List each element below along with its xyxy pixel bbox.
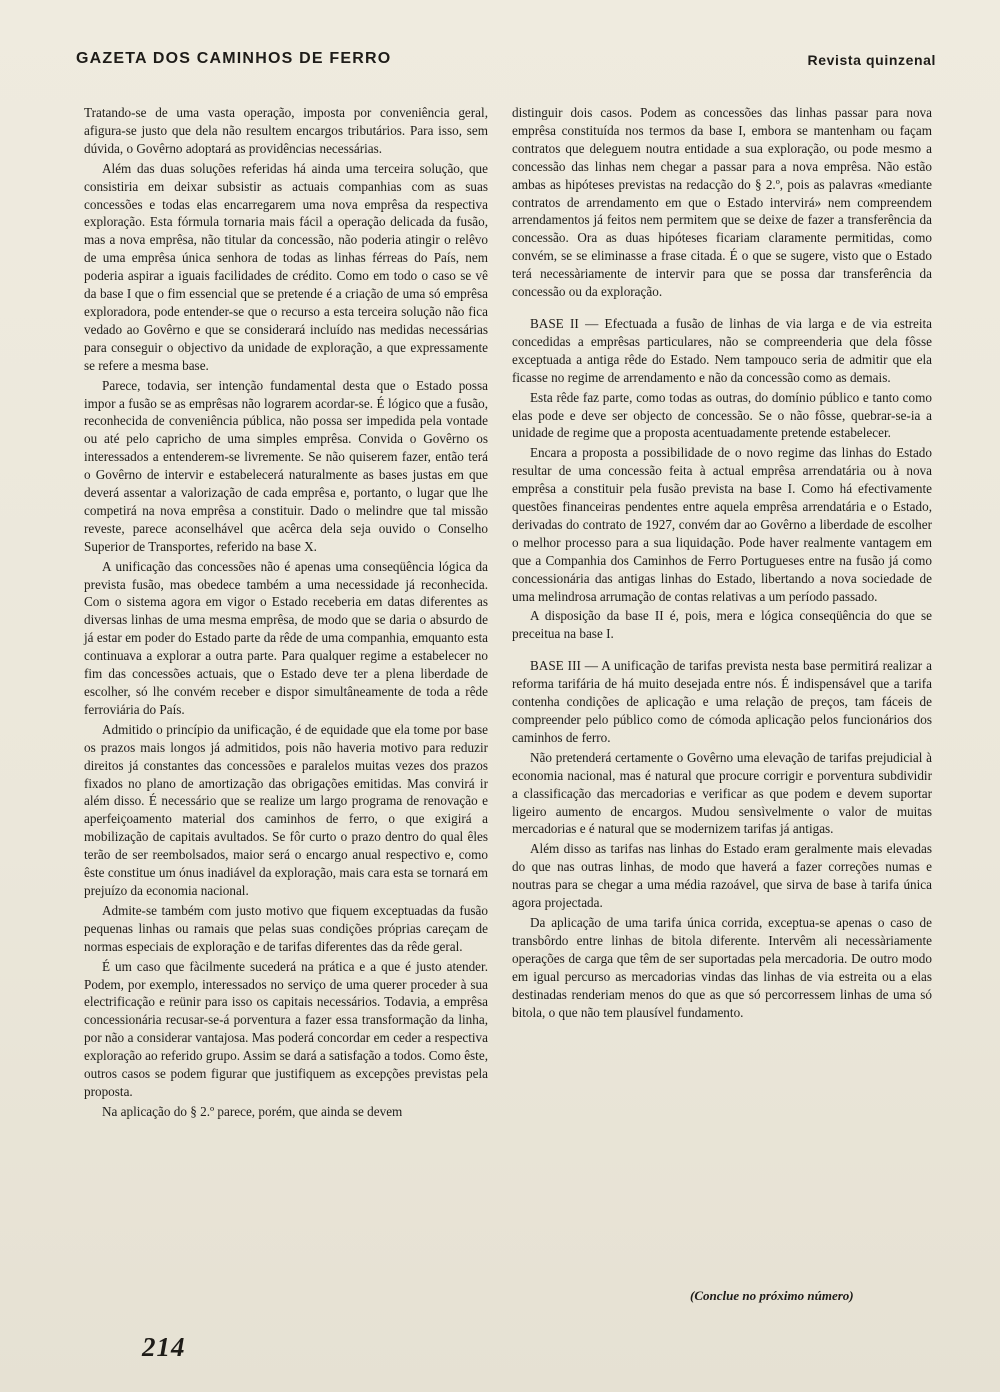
continuation-note: (Conclue no próximo número) xyxy=(690,1288,854,1303)
left-column xyxy=(84,104,488,1123)
paragraph: Além disso as tarifas nas linhas do Estado eram geralmente mais elevadas do que nas outras linhas, de modo que haverá a fazer correções numas e noutras para se chegar a uma média razoável, que sirva de base à tarifa única agora projectada. xyxy=(512,841,932,911)
paragraph: distinguir dois casos. Podem as concessões das linhas passar para nova emprêsa constituída nos termos da base I, embora se mantenham ou façam contratos que deleguem noutra entidade a sua exploração, ou pode mesmo a concessão das linhas nem chegar a passar para a nova emprêsa. Não estão ambas as hipóteses previstas na redacção do § 2.º, pois as palavras «mediante contratos de arrendamento em que o Estado intervirá» nem compreendem arrendamentos já feitos nem permitem que se deixe de fazer a transferência da concessão. Ora as duas hipóteses ficariam claramente permitidas, como convém, se se eliminasse a frase citada. É o que se sugere, visto que o Estado terá necessàriamente de intervir para que se possa dar transferência da concessão ou da exploração. xyxy=(512,105,932,300)
paragraph: Tratando-se de uma vasta operação, imposta por conveniência geral, afigura-se justo que dela não resultem encargos tributários. Para isso, sem dúvida, o Govêrno adoptará as providências necessárias. xyxy=(84,105,488,156)
page-header xyxy=(76,50,936,74)
paragraph: Parece, todavia, ser intenção fundamental desta que o Estado possa impor a fusão se as emprêsas não lograrem acordar-se. É lógico que a fusão, reconhecida de conveniência pública, não possa ser impedida pela vontade ou até pelo capricho de uma simples emprêsa. Convida o Govêrno os interessados a entenderem-se livremente. Se não quiserem fazer, então terá o Govêrno de intervir e estabelecerá naturalmente as bases justas em que deverá assentar a valorização de cada emprêsa e, portanto, o lugar que lhe competirá na nova emprêsa a constituir. Dado o melindre que tal missão reveste, parece aconselhável que acêrca dela seja ouvido o Conselho Superior de Transportes, referido na base X. xyxy=(84,377,488,554)
paragraph-base-iii: BASE III — A unificação de tarifas prevista nesta base permitirá realizar a reforma tarifária de há muito desejada entre nós. É indispensável que a tarifa contenha condições de aplicação e uma relação de preços, tam fáceis de compreender pelo público como de cómoda aplicação pelos funcionários dos caminhos de ferro. xyxy=(512,658,932,745)
paragraph: Admite-se também com justo motivo que fiquem exceptuadas da fusão pequenas linhas ou ramais que pelas suas condições próprias careçam de normas especiais de exploração e de tarifas diferentes das da rêde geral. xyxy=(84,902,488,954)
paragraph: A disposição da base II é, pois, mera e lógica conseqüência do que se preceitua na base I. xyxy=(512,608,932,642)
right-column xyxy=(512,104,932,1023)
paragraph: Esta rêde faz parte, como todas as outras, do domínio público e tanto como elas pode e deve ser objecto de concessão. Se o não fôsse, quebrar-se-ia a unidade de regime que a proposta acentuadamente pretende estabelecer. xyxy=(512,389,932,441)
journal-title: GAZETA DOS CAMINHOS DE FERRO xyxy=(76,50,392,67)
page-number: 214 xyxy=(142,1332,186,1362)
paragraph: Encara a proposta a possibilidade de o novo regime das linhas do Estado resultar de uma concessão feita à actual emprêsa arrendatária ou à nova emprêsa a constituir pela fusão prevista na base I. Como há efectivamente questões financeiras pendentes entre aquela emprêsa arrendatária e o Estado, derivadas do contrato de 1927, convém dar ao Govêrno a liberdade de escolher o melhor processo para a sua liquidação. Pode haver realmente vantagem em que a Companhia dos Caminhos de Ferro Portugueses entre na fusão já como concessionária das antigas linhas do Estado, libertando a nova sociedade de uma melindrosa arrumação de contas relativas a um período passado. xyxy=(512,445,932,604)
paragraph: Admitido o princípio da unificação, é de equidade que ela tome por base os prazos mais longos já admitidos, pois não haveria motivo para reduzir direitos já constantes das concessões e paralelos muitas vezes dos prazos fixados no plano de amortização das obrigações emitidas. Mas convirá ir além disso. É necessário que se realize um largo programa de renovação e aperfeiçoamento material dos caminhos de ferro, o que exigirá a mobilização de capitais avultados. Se fôr curto o prazo dentro do qual êles terão de ser reembolsados, maior será o encargo anual respectivo e, como êste constitue um ónus inadiável da exploração, mais cara esta se tornará em prejuízo da economia nacional. xyxy=(84,721,488,898)
paragraph: Não pretenderá certamente o Govêrno uma elevação de tarifas prejudicial à economia nacional, mas é natural que procure corrigir e porventura subdividir a classificação das mercadorias e verificar as que podem e devem suportar ligeiro aumento de encargos. Mudou sensìvelmente o valor de muitas mercadorias e é natural que se modernizem tarifas já antigas. xyxy=(512,749,932,837)
paragraph: É um caso que fàcilmente sucederá na prática e a que é justo atender. Podem, por exemplo, interessados no serviço de uma querer proceder à sua electrificação e reünir para isso os capitais necessários. Todavia, a emprêsa concessionária recusar-se-á porventura a fazer essa transformação da linha, por não a considerar vantajosa. Mas poderá concordar em ceder a respectiva exploração ao referido grupo. Assim se dará a satisfação a todos. Como êste, outros casos se podem figurar que justifiquem as excepções previstas pela proposta. xyxy=(84,958,488,1099)
paragraph: Da aplicação de uma tarifa única corrida, exceptua-se apenas o caso de transbôrdo entre linhas de bitola diferente. Intervêm ali necessàriamente operações de carga que têm de ser suportadas pela mercadoria. De outro modo em igual percurso as mercadorias vindas das linhas de via estreita ou a elas destinadas renderiam menos do que as que só percorressem linhas de uma só bitola, o que não tem plausível fundamento. xyxy=(512,914,932,1020)
paragraph-base-ii: BASE II — Efectuada a fusão de linhas de via larga e de via estreita concedidas a emprêsas particulares, não se compreenderia que dela fôsse exceptuada a antiga rêde do Estado. Nem tampouco seria de admitir que ela ficasse no regime de arrendamento e não da concessão como as demais. xyxy=(512,315,932,385)
journal-subtitle: Revista quinzenal xyxy=(807,52,936,68)
paragraph: Além das duas soluções referidas há ainda uma terceira solução, que consistiria em deixar subsistir as actuais companhias com as suas concessões e todas elas encarregarem uma nova emprêsa da respectiva exploração. Esta fórmula tornaria mais fácil a operação delicada da fusão, mas a nova emprêsa, não titular da concessão, não poderia atingir o relêvo de uma emprêsa única senhora de todas as linhas férreas do País, nem poderia aspirar a iguais facilidades de crédito. Como em todo o caso se vê da base I que o fim essencial que se pretende é a criação de uma só emprêsa exploradora, pode entender-se que o recurso a esta terceira solução não fica vedado ao Govêrno e que se considerará incluído nas medidas necessárias para conseguir o objectivo da unidade de exploração, a que expressamente se refere a mesma base. xyxy=(84,160,488,373)
paragraph: Na aplicação do § 2.º parece, porém, que ainda se devem xyxy=(102,1103,403,1119)
paragraph: A unificação das concessões não é apenas uma conseqüência lógica da prevista fusão, mas obedece também a uma necessidade já reconhecida. Com o sistema agora em vigor o Estado receberia em datas diferentes as diversas linhas de uma mesma emprêsa, de modo que se daria o absurdo de já estar em poder do Estado parte da rêde de uma companhia, emquanto esta continuava a explorar a outra parte. Para qualquer regime a estabelecer no fim das concessões actuais, que o Estado deve ter a plena liberdade de escolher, só lhe convém receber e dispor simultâneamente de toda a rêde ferroviária do País. xyxy=(84,558,488,717)
